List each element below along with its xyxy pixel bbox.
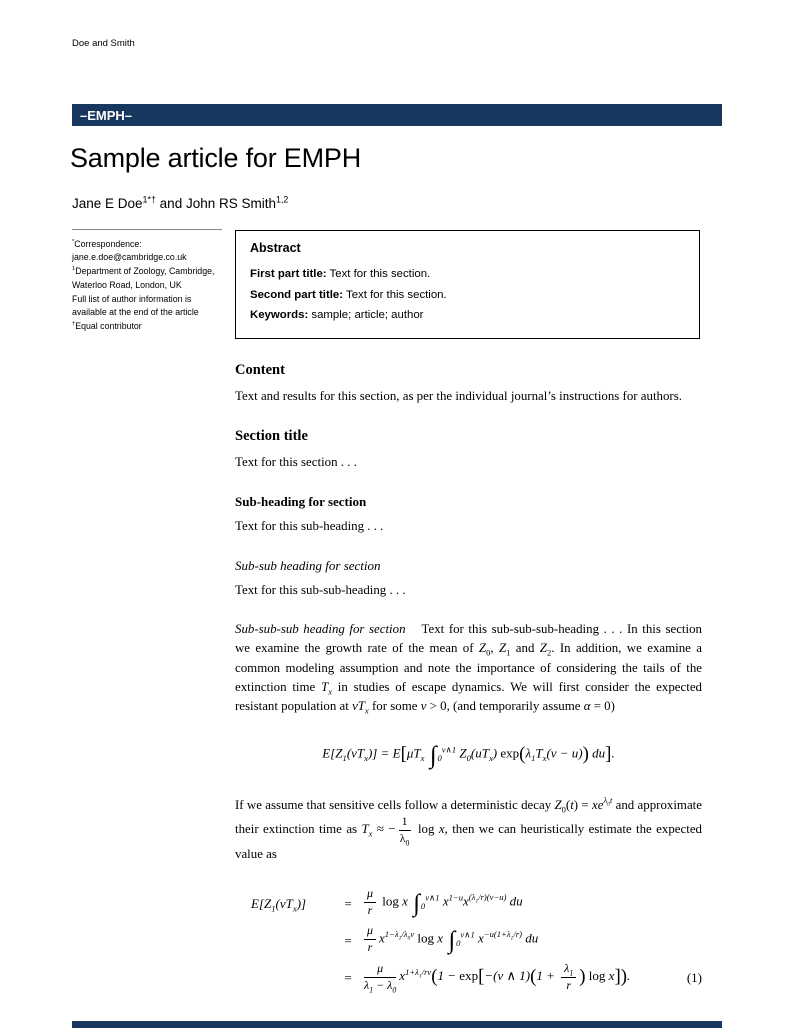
abstract-box <box>235 230 700 339</box>
equation-lhs: $E[Z_1(vT_x)]$ <box>251 895 307 914</box>
subsection-body: Text for this sub-heading . . . <box>235 518 384 533</box>
content-heading: Content <box>235 362 285 378</box>
after-equation-paragraph: If we assume that sensitive cells follow a deterministic decay $Z_0(t) = xe^{\lambda_0t}$ and approximate their extinction time as $T_x$ ≈ − $\frac{1}{\lambda_0}$ log x, then we can heuristically estimate the expected value as <box>235 795 702 862</box>
author-rule <box>72 229 222 230</box>
subsubsection-body: Text for this sub-sub-heading . . . <box>235 582 406 597</box>
author-info-note: Full list of author information is available at the end of the article <box>72 293 199 317</box>
abstract-item-label: First part title: <box>250 268 327 280</box>
equals-sign: = <box>343 932 353 948</box>
banner-bar <box>72 104 722 126</box>
section-body: Text for this section . . . <box>235 454 357 469</box>
paragraph-runin-heading: Sub-sub-sub heading for section <box>235 621 406 636</box>
equals-sign: = <box>343 895 353 911</box>
abstract-item-label: Second part title: <box>250 288 344 301</box>
abstract-item-label: Keywords: <box>250 309 309 322</box>
footer-bar <box>72 1021 722 1028</box>
equation-row <box>235 959 702 996</box>
paragraph-body: Text for this sub-sub-sub-heading . . . In this section we examine the growth rate of the mean of $Z_0$, $Z_1$ and $Z_2$. In addition, we examine a common modeling assumption and note the importance of considering the tails of the extinction time $T_x$ in studies of escape dynamics. We will first consider the expected resistant population at $vT_x$ for some v > 0, (and temporarily assume α = 0) <box>235 621 702 716</box>
article-title: Sample article for EMPH <box>70 143 361 173</box>
equation-array <box>235 885 702 996</box>
equal-contributor-note: †Equal contributor <box>72 321 142 332</box>
section-heading: Section title <box>235 428 308 445</box>
abstract-heading: Abstract <box>250 241 301 255</box>
abstract-item-text: Text for this section. <box>346 288 447 301</box>
abstract-item-second <box>250 285 685 306</box>
subsubsection-heading: Sub-sub heading for section <box>235 558 381 574</box>
content-body: Text and results for this section, as per the individual journal’s instructions for authors. <box>235 388 682 403</box>
display-equation: $E[Z_1(vT_x)] = E[\mu T_x$ $\int_0^{v\wedge 1}$ $Z_0(uT_x) \exp(\lambda_1T_x(v - u))$ du]. <box>322 741 615 769</box>
sidebar-notes <box>72 238 224 334</box>
abstract-item-first <box>250 264 685 285</box>
equation-row <box>235 885 702 922</box>
main-column <box>235 360 702 996</box>
authors-line: Jane E Doe$^{1*\dagger}$ and John RS Smith$^{1,2}$ <box>72 194 289 211</box>
subsection-heading: Sub-heading for section <box>235 494 367 510</box>
affiliation-note: $^1$Department of Zoology, Cambridge, Waterloo Road, London, UK <box>72 266 215 290</box>
paragraph-with-runin-heading <box>235 620 702 717</box>
equation-number: (1) <box>686 969 702 985</box>
abstract-item-text: Text for this section. <box>329 268 431 280</box>
correspondence-note: *Correspondence: jane.e.doe@cambridge.co.uk <box>72 239 187 263</box>
banner-label: –EMPH– <box>80 107 133 123</box>
abstract-item-keywords <box>250 305 685 326</box>
running-head: Doe and Smith <box>72 38 135 49</box>
equation-rhs: $\frac{\mu}{r}$ log x $\int_0^{v\wedge 1}$ $x^{1-u}x^{(\lambda_1/r)(v-u)}$ du <box>361 885 523 922</box>
equation-rhs: $\frac{\mu}{r}$ $x^{1-\lambda_1/\lambda_0v}$ log x $\int_0^{v\wedge 1}$ $x^{-u(1+\lambda_1/r)}$ du <box>361 922 538 959</box>
equation-rhs: $\frac{\mu}{\lambda_1 - \lambda_0}$ $x^{1+\lambda_1/rv}(1 - \exp[-(v$ ∧ 1)(1 + $\frac{\lambda_1}{r}$ ) log x]). <box>364 961 631 995</box>
abstract-item-text: sample; article; author <box>311 309 424 322</box>
equation-row <box>235 922 702 959</box>
equals-sign: = <box>343 969 353 985</box>
